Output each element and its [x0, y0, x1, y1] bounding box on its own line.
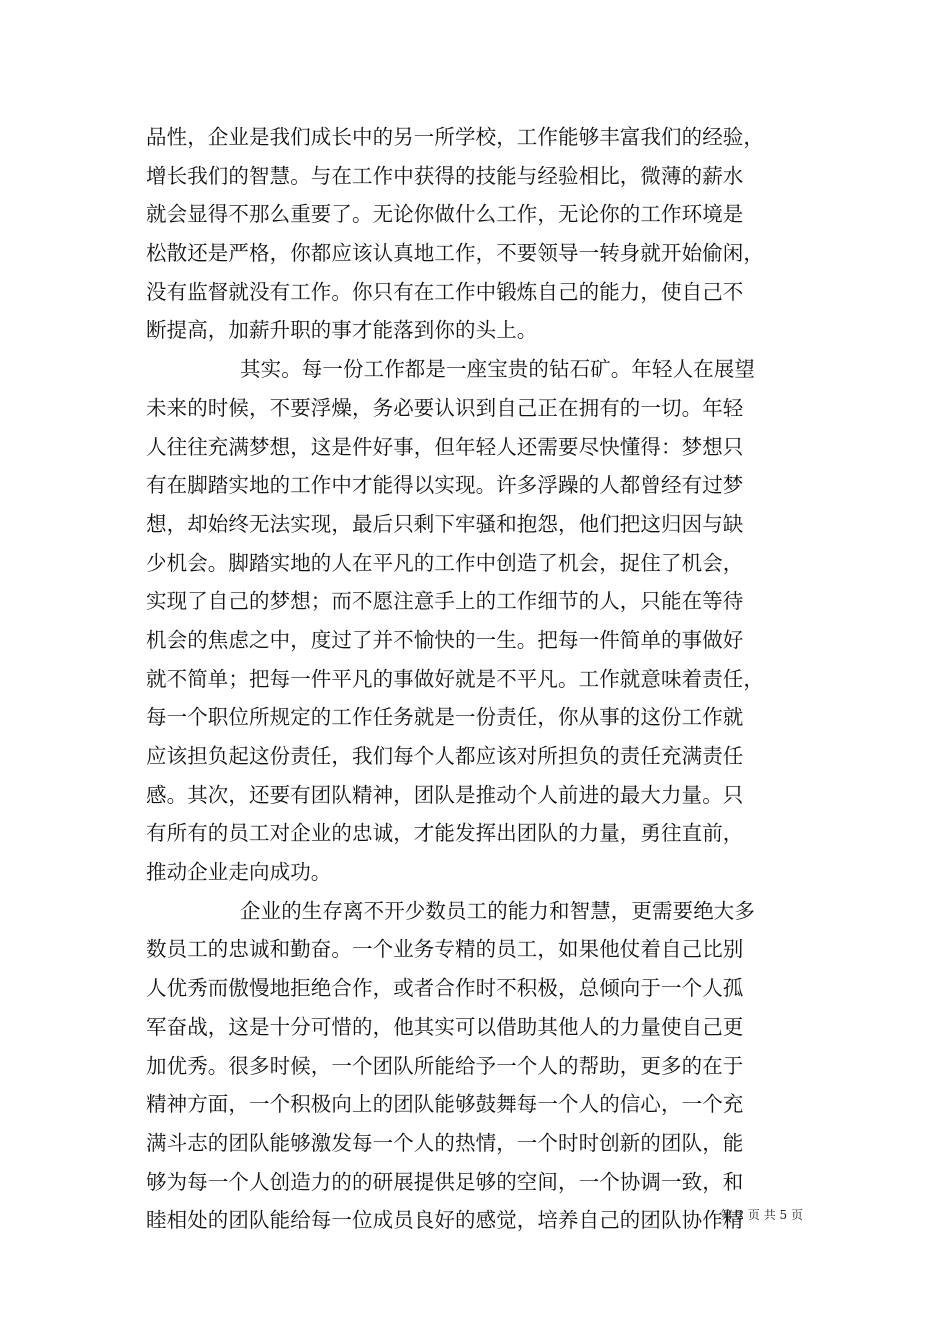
text-line: 有在脚踏实地的工作中才能得以实现。许多浮躁的人都曾经有过梦: [146, 473, 744, 498]
text-line: 够为每一个人创造力的的研展提供足够的空间，一个协调一致，和: [146, 1169, 744, 1194]
text-line: 机会的焦虑之中，度过了并不愉快的一生。把每一件简单的事做好: [146, 627, 744, 652]
text-line: 每一个职位所规定的工作任务就是一份责任，你从事的这份工作就: [146, 705, 744, 730]
paragraph-1: [146, 118, 811, 350]
text-line: 满斗志的团队能够激发每一个人的热情，一个时时创新的团队，能: [146, 1130, 744, 1155]
page-number-label: 第 2 页 共 5 页: [720, 1208, 803, 1222]
text-line: 松散还是严格，你都应该认真地工作，不要领导一转身就开始偷闲，: [146, 241, 764, 266]
text-line: 有所有的员工对企业的忠诚，才能发挥出团队的力量，勇往直前，: [146, 821, 744, 846]
text-line: 品性，企业是我们成长中的另一所学校，工作能够丰富我们的经验，: [146, 125, 764, 149]
text-line: 人往往充满梦想，这是件好事，但年轻人还需要尽快懂得：梦想只: [146, 434, 744, 459]
paragraph-2: [146, 350, 811, 892]
page-footer: [0, 1207, 803, 1223]
text-line: 人优秀而傲慢地拒绝合作，或者合作时不积极，总倾向于一个人孤: [146, 976, 744, 1001]
text-line: 加优秀。很多时候，一个团队所能给予一个人的帮助，更多的在于: [146, 1053, 744, 1078]
text-line: 未来的时候，不要浮燥，务必要认识到自己正在拥有的一切。年轻: [146, 395, 744, 420]
text-line: 增长我们的智慧。与在工作中获得的技能与经验相比，微薄的薪水: [146, 163, 744, 188]
text-line: 就会显得不那么重要了。无论你做什么工作，无论你的工作环境是: [146, 202, 744, 227]
text-line: 实现了自己的梦想；而不愿注意手上的工作细节的人，只能在等待: [146, 589, 744, 614]
text-line: 军奋战，这是十分可惜的，他其实可以借助其他人的力量使自己更: [146, 1014, 744, 1039]
text-line: 想，却始终无法实现，最后只剩下牢骚和抱怨，他们把这归因与缺: [146, 511, 744, 536]
text-line: 没有监督就没有工作。你只有在工作中锻炼自己的能力，使自己不: [146, 279, 744, 304]
text-line: 数员工的忠诚和勤奋。一个业务专精的员工，如果他仗着自己比别: [146, 937, 744, 962]
text-line: 推动企业走向成功。: [146, 860, 332, 885]
text-line: 断提高，加薪升职的事才能落到你的头上。: [146, 318, 538, 343]
text-line: 少机会。脚踏实地的人在平凡的工作中创造了机会，捉住了机会，: [146, 550, 744, 575]
paragraph-3: [146, 892, 811, 1240]
text-line: 应该担负起这份责任，我们每个人都应该对所担负的责任充满责任: [146, 744, 744, 768]
body-text: [146, 118, 811, 1240]
text-line: 就不简单；把每一件平凡的事做好就是不平凡。工作就意味着责任，: [146, 666, 764, 691]
text-line: 感。其次，还要有团队精神，团队是推动个人前进的最大力量。只: [146, 782, 744, 807]
text-line: 睦相处的团队能给每一位成员良好的感觉，培养自己的团队协作精: [146, 1208, 744, 1233]
text-line: 其实。每一份工作都是一座宝贵的钻石矿。年轻人在展望: [240, 357, 755, 382]
text-line: 精神方面，一个积极向上的团队能够鼓舞每一个人的信心，一个充: [146, 1092, 744, 1117]
text-line: 企业的生存离不开少数员工的能力和智慧，更需要绝大多: [240, 898, 755, 923]
